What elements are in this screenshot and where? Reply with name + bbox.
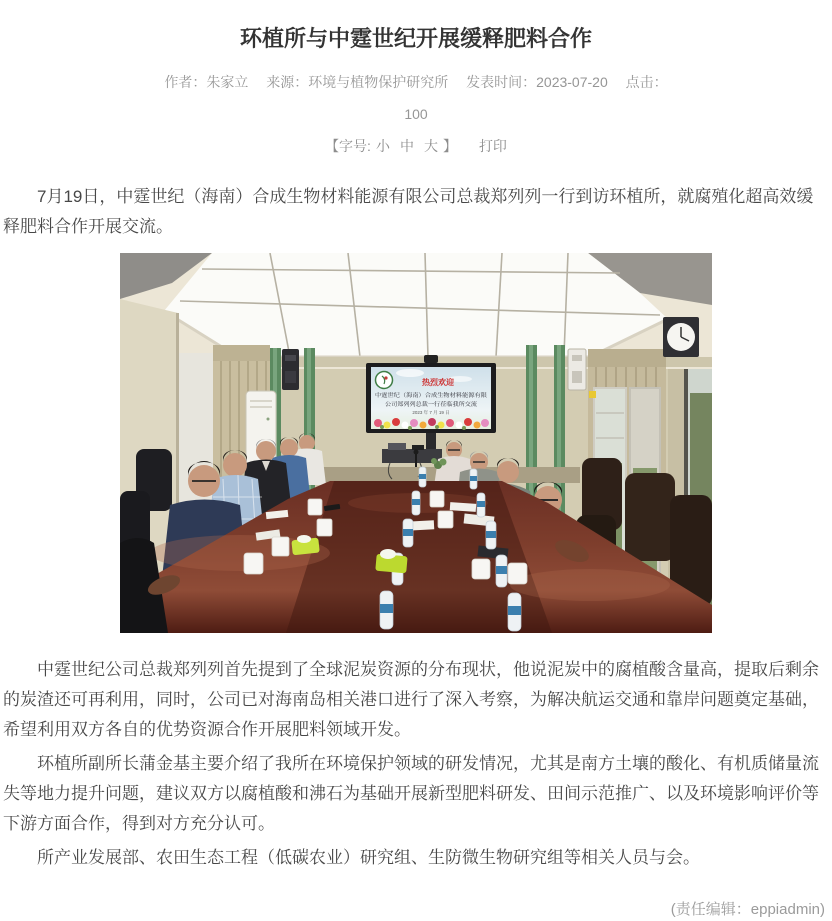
meta-source-value: 环境与植物保护研究所: [308, 74, 449, 90]
meta-date-label: 发表时间：: [466, 74, 537, 90]
meta-hits-value: 100: [404, 106, 428, 122]
meta-date: [466, 74, 608, 90]
editor-note: (责任编辑：eppiadmin): [670, 901, 825, 918]
fontsize-medium-button[interactable]: 中: [399, 138, 414, 154]
print-button[interactable]: 打印: [478, 138, 507, 154]
paragraph-1: 7月19日，中霆世纪（海南）合成生物材料能源有限公司总裁郑列列一行到访环植所，就腐殖化超高效缓释肥料合作开展交流。: [3, 187, 814, 236]
slide-company-line1: 中霆世纪（海南）合成生物材料能源有限: [375, 393, 475, 399]
meta-date-value: 2023-07-20: [536, 74, 608, 90]
meeting-photo: [120, 253, 712, 633]
slide-date: 2023 年 7 月 19 日: [412, 410, 450, 415]
paragraph-4: 所产业发展部、农田生态工程（低碳农业）研究组、生防微生物研究组等相关人员与会。: [37, 848, 700, 867]
wall-speaker-left: [282, 349, 299, 390]
meta-source: [266, 74, 448, 90]
slide-company-line2: 公司郑列列总裁一行莅临我所交流: [385, 402, 468, 408]
fontsize-small-button[interactable]: 小: [375, 138, 390, 154]
wall-clock: [663, 317, 699, 357]
wall-speaker-right: [568, 349, 586, 390]
meta-author: [164, 74, 248, 90]
slide-welcome-text: 热烈欢迎: [422, 378, 454, 387]
page-title: 环植所与中霆世纪开展缓释肥料合作: [239, 26, 592, 51]
meta-source-label: 来源：: [266, 74, 309, 90]
article-meta: [3, 72, 829, 92]
paragraph-3: 环植所副所长蒲金基主要介绍了我所在环境保护领域的研发情况，尤其是南方土壤的酸化、有机质储量流失等地力提升问题，建议双方以腐植酸和沸石为基础开展新型肥料研发、田间示范推广、以及环境影响评价等下游方面合作，得到对方充分认可。: [3, 754, 819, 833]
meta-hits-label: 点击：: [625, 74, 668, 90]
fontsize-open-bracket: 【字号:: [325, 138, 371, 154]
font-size-toolbar: [3, 136, 829, 156]
warning-sign: [589, 391, 596, 398]
fontsize-large-button[interactable]: 大: [423, 138, 438, 154]
meeting-photo-illustration: [120, 253, 712, 633]
fontsize-close-bracket: 】: [442, 138, 457, 154]
paragraph-2: 中霆世纪公司总裁郑列列首先提到了全球泥炭资源的分布现状，他说泥炭中的腐植酸含量高，提取后剩余的炭渣还可再利用，同时，公司已对海南岛相关港口进行了深入考察，为解决航运交通和靠岸问题奠定基础，希望利用双方各自的优势资源合作开展肥料领域开发。: [3, 660, 819, 739]
meta-author-value: 朱家立: [206, 74, 249, 90]
meta-author-label: 作者：: [164, 74, 207, 90]
